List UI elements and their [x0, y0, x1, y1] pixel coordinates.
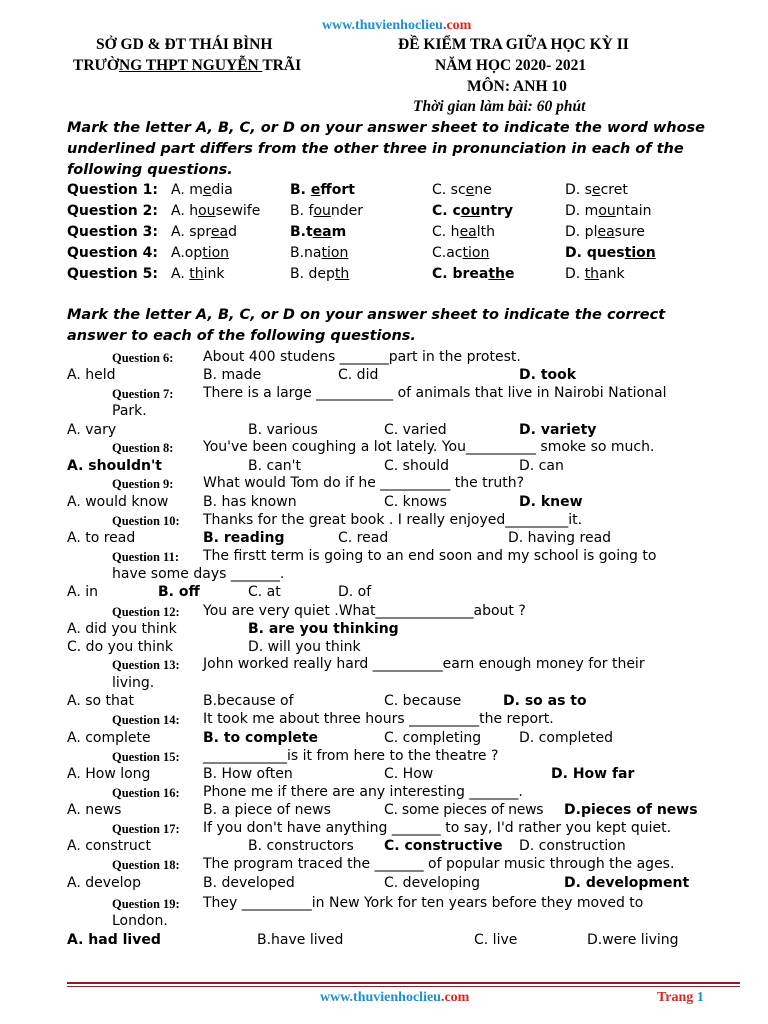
- option-b: B. developed: [203, 875, 295, 891]
- pron-option-c: C. health: [432, 224, 496, 240]
- option-a: A. news: [67, 802, 122, 818]
- option-c: C. some pieces of news: [384, 802, 544, 818]
- site-link-top[interactable]: www.thuvienhoclieu.com: [322, 18, 472, 33]
- option-c: C. at: [248, 584, 281, 600]
- option-a: A. did you think: [67, 621, 177, 637]
- question-text: ____________is it from here to the theatre ?: [203, 748, 499, 764]
- option-b: B. How often: [203, 766, 293, 782]
- time-limit: Thời gian làm bài: 60 phút: [413, 98, 586, 115]
- question-label: Question 16:: [112, 786, 180, 800]
- question-label: Question 6:: [112, 351, 174, 365]
- option-d: D. will you think: [248, 639, 361, 655]
- option-b: B. a piece of news: [203, 802, 331, 818]
- option-d: D. knew: [519, 494, 583, 510]
- option-a: A. How long: [67, 766, 151, 782]
- option-a: A. develop: [67, 875, 141, 891]
- option-d: D. of: [338, 584, 372, 600]
- question-text: It took me about three hours __________the report.: [203, 711, 554, 727]
- option-c: C. should: [384, 458, 450, 474]
- question-text: They __________in New York for ten years before they moved to: [203, 895, 644, 911]
- section1-instruction: Mark the letter A, B, C, or D on your answer sheet to indicate the word whose underlined part differs from the other three in pronunciation in each of the following questions.: [67, 120, 706, 178]
- question-label: Question 19:: [112, 897, 180, 911]
- pron-option-d: D. thank: [565, 266, 625, 282]
- option-d: D. so as to: [503, 693, 587, 709]
- option-c: C. constructive: [384, 838, 503, 854]
- option-d: D. can: [519, 458, 564, 474]
- pron-question-label: Question 2:: [67, 203, 158, 219]
- question-text-cont: London.: [112, 913, 168, 929]
- option-b: B. constructors: [248, 838, 354, 854]
- question-label: Question 8:: [112, 441, 174, 455]
- school-name: TRƯỜNG THPT NGUYỄN TRÃI: [73, 57, 302, 74]
- question-text: Phone me if there are any interesting _______.: [203, 784, 523, 800]
- question-label: Question 9:: [112, 477, 174, 491]
- option-d: D. construction: [519, 838, 626, 854]
- option-b: B.because of: [203, 693, 294, 709]
- question-text: You are very quiet .What______________about ?: [203, 603, 526, 619]
- option-d: D.were living: [587, 932, 679, 948]
- question-text: If you don't have anything _______ to say, I'd rather you kept quiet.: [203, 820, 672, 836]
- exam-title: ĐỀ KIỂM TRA GIỮA HỌC KỲ II: [398, 36, 629, 53]
- option-a: A. had lived: [67, 932, 161, 948]
- pron-option-b: B.team: [290, 224, 347, 240]
- question-text: There is a large ___________ of animals that live in Nairobi National: [203, 385, 667, 401]
- question-label: Question 15:: [112, 750, 180, 764]
- option-b: B. off: [158, 584, 200, 600]
- question-text: Thanks for the great book . I really enjoyed_________it.: [203, 512, 583, 528]
- pron-option-a: A. spread: [171, 224, 237, 240]
- question-label: Question 11:: [112, 550, 180, 564]
- question-label: Question 13:: [112, 658, 180, 672]
- pron-question-label: Question 1:: [67, 182, 158, 198]
- question-text: You've been coughing a lot lately. You__________ smoke so much.: [203, 439, 655, 455]
- option-a: A. complete: [67, 730, 151, 746]
- question-label: Question 17:: [112, 822, 180, 836]
- question-label: Question 12:: [112, 605, 180, 619]
- pron-option-b: B. founder: [290, 203, 364, 219]
- question-label: Question 18:: [112, 858, 180, 872]
- option-b: B. reading: [203, 530, 285, 546]
- pron-option-b: B. depth: [290, 266, 350, 282]
- question-text: John worked really hard __________earn enough money for their: [203, 656, 645, 672]
- pron-option-c: C. scene: [432, 182, 492, 198]
- pron-option-a: A. think: [171, 266, 225, 282]
- option-c: C. completing: [384, 730, 482, 746]
- option-d: D. having read: [508, 530, 612, 546]
- option-a: A. held: [67, 367, 116, 383]
- section2-instruction: Mark the letter A, B, C, or D on your answer sheet to indicate the correct answer to each of the following questions.: [67, 307, 666, 344]
- option-d: D.pieces of news: [564, 802, 698, 818]
- question-text: About 400 studens _______part in the protest.: [203, 349, 521, 365]
- option-b: B. are you thinking: [248, 621, 399, 637]
- option-d: D. took: [519, 367, 577, 383]
- option-a: A. vary: [67, 422, 117, 438]
- option-d: D. How far: [551, 766, 635, 782]
- option-a: A. in: [67, 584, 98, 600]
- option-c: C. read: [338, 530, 389, 546]
- question-text-cont: Park.: [112, 403, 147, 419]
- subject: MÔN: ANH 10: [467, 78, 567, 95]
- option-d: D. development: [564, 875, 690, 891]
- pron-option-b: B.nation: [290, 245, 349, 261]
- question-label: Question 14:: [112, 713, 180, 727]
- pron-option-a: A. media: [171, 182, 233, 198]
- option-c: C. did: [338, 367, 379, 383]
- option-a: A. construct: [67, 838, 151, 854]
- option-d: D. completed: [519, 730, 613, 746]
- option-a: A. so that: [67, 693, 134, 709]
- pron-option-b: B. effort: [290, 182, 355, 198]
- site-link-bottom[interactable]: www.thuvienhoclieu.com: [320, 990, 470, 1005]
- question-text: The firstt term is going to an end soon and my school is going to: [203, 548, 657, 564]
- option-b: B. various: [248, 422, 318, 438]
- pron-option-d: D. secret: [565, 182, 628, 198]
- pron-question-label: Question 5:: [67, 266, 158, 282]
- pron-option-a: A.option: [171, 245, 230, 261]
- option-c: C. do you think: [67, 639, 173, 655]
- option-c: C. How: [384, 766, 434, 782]
- option-d: D. variety: [519, 422, 597, 438]
- pron-option-d: D. mountain: [565, 203, 652, 219]
- question-text-cont: living.: [112, 675, 155, 691]
- option-b: B. made: [203, 367, 262, 383]
- option-a: A. would know: [67, 494, 169, 510]
- pron-option-c: C.action: [432, 245, 490, 261]
- option-c: C. knows: [384, 494, 447, 510]
- option-b: B. to complete: [203, 730, 319, 746]
- page-number: Trang 1: [657, 990, 704, 1005]
- footer-rule-thin: [67, 986, 740, 987]
- option-b: B. can't: [248, 458, 301, 474]
- question-text: What would Tom do if he __________ the truth?: [203, 475, 525, 491]
- pron-option-a: A. housewife: [171, 203, 261, 219]
- option-c: C. varied: [384, 422, 447, 438]
- pron-option-c: C. country: [432, 203, 514, 219]
- question-text: The program traced the _______ of popular music through the ages.: [203, 856, 675, 872]
- option-a: A. shouldn't: [67, 458, 162, 474]
- dept-name: SỞ GD & ĐT THÁI BÌNH: [96, 36, 273, 53]
- pron-option-c: C. breathe: [432, 266, 515, 282]
- option-a: A. to read: [67, 530, 136, 546]
- option-c: C. developing: [384, 875, 481, 891]
- pron-option-d: D. question: [565, 245, 656, 261]
- question-label: Question 7:: [112, 387, 174, 401]
- option-b: B.have lived: [257, 932, 344, 948]
- option-c: C. live: [474, 932, 518, 948]
- footer-rule: [67, 982, 740, 984]
- question-text-cont: have some days _______.: [112, 566, 285, 582]
- pron-question-label: Question 3:: [67, 224, 158, 240]
- pron-option-d: D. pleasure: [565, 224, 645, 240]
- question-label: Question 10:: [112, 514, 180, 528]
- pron-question-label: Question 4:: [67, 245, 158, 261]
- option-c: C. because: [384, 693, 462, 709]
- option-b: B. has known: [203, 494, 297, 510]
- school-year: NĂM HỌC 2020- 2021: [435, 57, 587, 74]
